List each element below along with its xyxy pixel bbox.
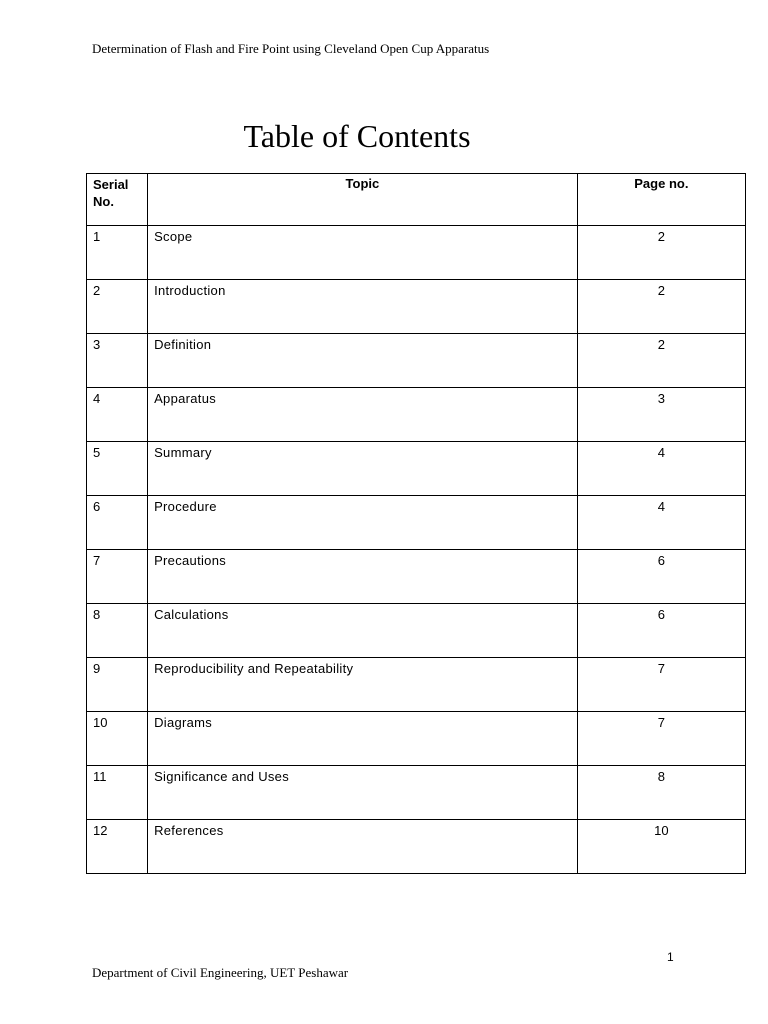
cell-topic: Introduction bbox=[148, 280, 578, 334]
table-row bbox=[87, 820, 746, 874]
table-row bbox=[87, 604, 746, 658]
cell-serial: 11 bbox=[87, 766, 148, 820]
cell-topic: Diagrams bbox=[148, 712, 578, 766]
table-row bbox=[87, 442, 746, 496]
cell-topic: Significance and Uses bbox=[148, 766, 578, 820]
table-header-row bbox=[87, 174, 746, 226]
cell-page: 10 bbox=[577, 820, 745, 874]
cell-topic: References bbox=[148, 820, 578, 874]
table-row bbox=[87, 226, 746, 280]
table-row bbox=[87, 766, 746, 820]
cell-page: 2 bbox=[577, 334, 745, 388]
table-row bbox=[87, 388, 746, 442]
cell-page: 7 bbox=[577, 712, 745, 766]
cell-topic: Calculations bbox=[148, 604, 578, 658]
running-header: Determination of Flash and Fire Point using Cleveland Open Cup Apparatus bbox=[92, 41, 490, 56]
header-page: Page no. bbox=[577, 174, 745, 226]
page-title: Table of Contents bbox=[243, 118, 471, 154]
cell-serial: 2 bbox=[87, 280, 148, 334]
cell-page: 2 bbox=[577, 226, 745, 280]
cell-topic: Apparatus bbox=[148, 388, 578, 442]
table-row bbox=[87, 496, 746, 550]
cell-topic: Scope bbox=[148, 226, 578, 280]
header-topic: Topic bbox=[148, 174, 578, 226]
cell-topic: Summary bbox=[148, 442, 578, 496]
cell-topic: Procedure bbox=[148, 496, 578, 550]
table-row bbox=[87, 280, 746, 334]
cell-serial: 10 bbox=[87, 712, 148, 766]
cell-serial: 4 bbox=[87, 388, 148, 442]
page-number: 1 bbox=[667, 950, 674, 964]
cell-page: 8 bbox=[577, 766, 745, 820]
toc-table bbox=[86, 173, 746, 874]
cell-serial: 8 bbox=[87, 604, 148, 658]
cell-serial: 6 bbox=[87, 496, 148, 550]
cell-serial: 9 bbox=[87, 658, 148, 712]
cell-serial: 1 bbox=[87, 226, 148, 280]
cell-serial: 12 bbox=[87, 820, 148, 874]
footer-department: Department of Civil Engineering, UET Peshawar bbox=[92, 965, 349, 980]
cell-topic: Definition bbox=[148, 334, 578, 388]
table-row bbox=[87, 334, 746, 388]
cell-page: 4 bbox=[577, 496, 745, 550]
table-row bbox=[87, 658, 746, 712]
cell-serial: 3 bbox=[87, 334, 148, 388]
cell-page: 3 bbox=[577, 388, 745, 442]
cell-page: 7 bbox=[577, 658, 745, 712]
table-row bbox=[87, 550, 746, 604]
cell-page: 6 bbox=[577, 550, 745, 604]
cell-topic: Reproducibility and Repeatability bbox=[148, 658, 578, 712]
header-serial: Serial No. bbox=[87, 174, 148, 226]
cell-page: 2 bbox=[577, 280, 745, 334]
cell-page: 4 bbox=[577, 442, 745, 496]
table-row bbox=[87, 712, 746, 766]
cell-serial: 7 bbox=[87, 550, 148, 604]
cell-topic: Precautions bbox=[148, 550, 578, 604]
cell-page: 6 bbox=[577, 604, 745, 658]
cell-serial: 5 bbox=[87, 442, 148, 496]
